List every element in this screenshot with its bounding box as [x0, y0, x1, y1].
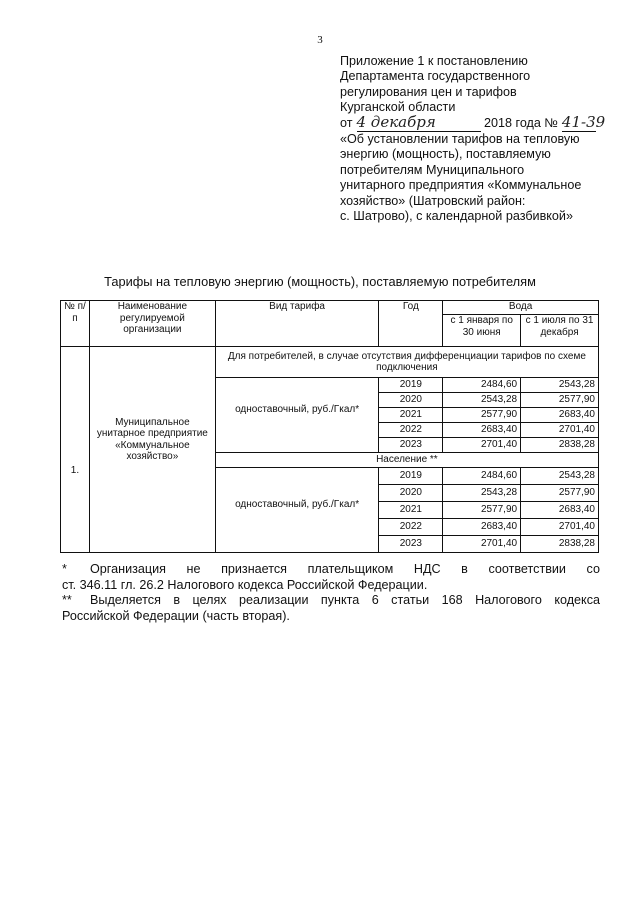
footnote-1-mark: *: [62, 562, 67, 576]
value-cell: 2683,40: [521, 408, 599, 423]
footnote-1: [62, 562, 600, 578]
year-cell: 2020: [379, 393, 443, 408]
footnote-2-line-1: Выделяется в целях реализации пункта 6 статьи 168 Налогового кодекса: [90, 593, 600, 608]
footnote-2-line-2: Российской Федерации (часть вторая).: [62, 608, 290, 623]
value-cell: 2701,40: [443, 536, 521, 553]
value-cell: 2683,40: [443, 423, 521, 438]
footnote-2-continued: [62, 609, 600, 625]
value-cell: 2701,40: [443, 438, 521, 453]
resolution-title-line: унитарного предприятия «Коммунальное: [340, 178, 582, 193]
value-cell: 2577,90: [521, 393, 599, 408]
value-cell: 2484,60: [443, 378, 521, 393]
value-cell: 2577,90: [521, 485, 599, 502]
value-cell: 2683,40: [443, 519, 521, 536]
value-cell: 2838,28: [521, 536, 599, 553]
header-tariff-type: Вид тарифа: [215, 301, 379, 347]
page-number: 3: [317, 34, 323, 46]
value-cell: 2543,28: [521, 378, 599, 393]
year-cell: 2019: [379, 378, 443, 393]
year-cell: 2021: [379, 408, 443, 423]
appendix-line: Департамента государственного: [340, 69, 531, 84]
value-cell: 2577,90: [443, 502, 521, 519]
year-cell: 2022: [379, 423, 443, 438]
year-cell: 2019: [379, 468, 443, 485]
handwritten-date: 4 декабря: [357, 116, 481, 132]
resolution-title-line: с. Шатрово), с календарной разбивкой»: [340, 209, 573, 224]
date-prefix: от: [340, 115, 353, 130]
value-cell: 2484,60: [443, 468, 521, 485]
tariff-type-population: одноставочный, руб./Гкал*: [215, 468, 379, 553]
date-suffix: 2018 года №: [484, 115, 558, 130]
year-cell: 2023: [379, 438, 443, 453]
year-cell: 2020: [379, 485, 443, 502]
year-cell: 2023: [379, 536, 443, 553]
value-cell: 2543,28: [443, 393, 521, 408]
table-title: Тарифы на тепловую энергию (мощность), поставляемую потребителям: [104, 274, 536, 289]
tariff-table: [60, 300, 599, 553]
group-label-general: Для потребителей, в случае отсутствия дифференциации тарифов по схеме подключения: [215, 347, 598, 378]
appendix-header: [340, 54, 610, 224]
value-cell: 2701,40: [521, 519, 599, 536]
appendix-line: Курганской области: [340, 100, 456, 115]
value-cell: 2838,28: [521, 438, 599, 453]
row-number: 1.: [61, 347, 90, 553]
value-cell: 2543,28: [443, 485, 521, 502]
footnote-2-mark: **: [62, 593, 72, 608]
tariff-type-general: одноставочный, руб./Гкал*: [215, 378, 379, 453]
footnote-1-line-2: ст. 346.11 гл. 26.2 Налогового кодекса Российской Федерации.: [62, 577, 428, 592]
appendix-line: регулирования цен и тарифов: [340, 84, 517, 99]
footnote-1-line-1: Организация не признается плательщиком НДС в соответствии со: [90, 562, 600, 576]
organization-name: Муниципальное унитарное предприятие «Коммунальное хозяйство»: [89, 347, 215, 553]
appendix-line: Приложение 1 к постановлению: [340, 54, 528, 68]
year-cell: 2021: [379, 502, 443, 519]
value-cell: 2543,28: [521, 468, 599, 485]
handwritten-number: 41-39: [561, 112, 606, 131]
value-cell: 2701,40: [521, 423, 599, 438]
header-year: Год: [379, 301, 443, 347]
header-organization: Наименование регулируемой организации: [89, 301, 215, 347]
year-cell: 2022: [379, 519, 443, 536]
resolution-title-line: потребителям Муниципального: [340, 162, 525, 177]
appendix-date-line: [340, 112, 610, 132]
footnotes: [62, 562, 600, 624]
footnote-2: [62, 593, 600, 609]
header-period-first-half: с 1 января по 30 июня: [443, 315, 521, 347]
header-water: Вода: [443, 301, 599, 315]
value-cell: 2577,90: [443, 408, 521, 423]
resolution-title-line: энергию (мощность), поставляемую: [340, 147, 551, 162]
header-num: № п/п: [61, 301, 90, 347]
value-cell: 2683,40: [521, 502, 599, 519]
resolution-title-line: «Об установлении тарифов на тепловую: [340, 132, 580, 147]
footnote-1-continued: [62, 578, 600, 594]
resolution-title-line: хозяйство» (Шатровский район:: [340, 193, 526, 208]
group-label-population: Население **: [215, 453, 598, 468]
header-period-second-half: с 1 июля по 31 декабря: [521, 315, 599, 347]
